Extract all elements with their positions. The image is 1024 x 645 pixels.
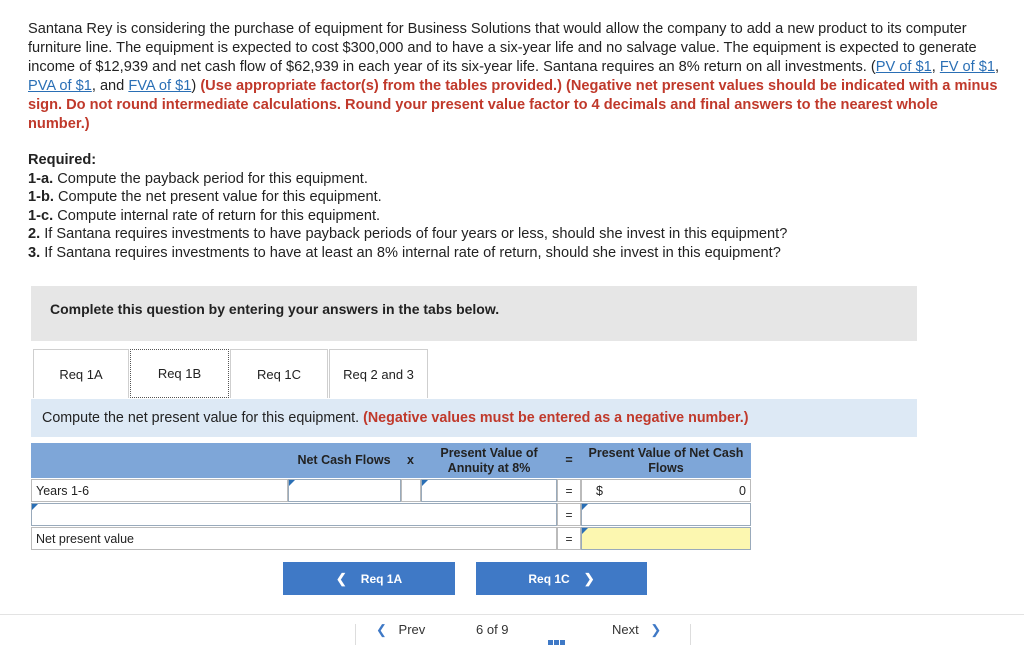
header-multiply: x — [400, 443, 421, 478]
header-pv-net-cash-flows: Present Value of Net Cash Flows — [581, 443, 751, 478]
page-indicator: 6 of 9 — [476, 622, 509, 637]
fva-of-1-link[interactable]: FVA of $1 — [128, 78, 192, 94]
pv-of-1-link[interactable]: PV of $1 — [875, 59, 932, 75]
chevron-left-icon: ❮ — [335, 570, 347, 586]
required-item: 1-c. Compute internal rate of return for this equipment. — [28, 207, 381, 224]
next-req-button[interactable]: Req 1C ❯ — [476, 562, 647, 595]
problem-text: Santana Rey is considering the purchase of equipment for Business Solutions that would allow the company to add a new product to its computer furniture line. The equipment is expected to cost $300,000 and to have a six-year life and no salvage value. The equipment is expected to generate income of $12,939 and net cash flow of $62,939 in each year of its six-year life. Santana requires an 8% return on all investments. ( — [28, 21, 977, 75]
prev-req-button[interactable]: ❮ Req 1A — [283, 562, 455, 595]
chevron-right-icon: ❯ — [650, 622, 662, 637]
dollar-sign: $ — [596, 484, 603, 498]
row-2-value-input[interactable] — [581, 503, 751, 526]
pv-annuity-factor-input[interactable] — [421, 479, 557, 502]
tab-req-1b[interactable]: Req 1B — [130, 349, 229, 398]
panel-prompt: Compute the net present value for this equipment. — [42, 410, 360, 426]
grid-icon[interactable] — [548, 633, 565, 645]
footer-divider — [0, 614, 1024, 615]
panel-prompt-red: (Negative values must be entered as a negative number.) — [363, 410, 749, 426]
tab-req-1a[interactable]: Req 1A — [33, 349, 129, 398]
net-cash-flows-input[interactable] — [288, 479, 401, 502]
header-blank — [31, 443, 288, 478]
equals-sign: = — [557, 479, 581, 502]
header-pv-annuity: Present Value of Annuity at 8% — [421, 443, 557, 478]
required-list — [28, 151, 787, 263]
fv-of-1-link[interactable]: FV of $1 — [939, 59, 995, 75]
tab-req-2-and-3[interactable]: Req 2 and 3 — [329, 349, 428, 398]
footer-prev-button[interactable]: ❮ Prev — [376, 622, 426, 637]
instruction-bar — [31, 286, 917, 341]
net-present-value-input[interactable] — [581, 527, 751, 550]
equals-sign: = — [557, 503, 581, 526]
panel-prompt-bar — [31, 399, 917, 437]
pva-of-1-link[interactable]: PVA of $1 — [28, 78, 92, 94]
chevron-left-icon: ❮ — [376, 622, 387, 637]
chevron-right-icon: ❯ — [583, 570, 595, 586]
pv-value: 0 — [739, 484, 746, 498]
footer-next-button[interactable]: Next ❯ — [612, 622, 662, 637]
instruction-text: Complete this question by entering your answers in the tabs below. — [50, 301, 500, 317]
required-item: 2. If Santana requires investments to have payback periods of four years or less, should she invest in this equipment? — [28, 226, 788, 243]
equals-sign: = — [557, 527, 581, 550]
row-label-net-present-value: Net present value — [31, 527, 557, 550]
multiply-cell — [401, 479, 421, 502]
footer-sep — [355, 624, 356, 645]
required-item: 1-b. Compute the net present value for this equipment. — [28, 189, 382, 206]
problem-statement: Santana Rey is considering the purchase of equipment for Business Solutions that would allow the company to add a new product to its computer furniture line. The equipment is expected to cost $300,000 and to have a six-year life and no salvage value. The equipment is expected to generate income of $12,939 and net cash flow of $62,939 in each year of its six-year life. Santana requires an 8% return on all investments. (PV of $1, FV of $1, PVA of $1, and FVA of $1) (Use appropriate factor(s) from the tables provided.) (Negative net present values should be indicated with a minus sign. Do not round intermediate calculations. Round your present value factor to 4 decimals and final answers to the nearest whole number.) — [28, 21, 1000, 132]
pv-net-cash-flows-output — [581, 479, 751, 502]
tab-req-1c[interactable]: Req 1C — [230, 349, 328, 398]
npv-table — [31, 443, 751, 550]
header-net-cash-flows: Net Cash Flows — [288, 443, 400, 478]
problem-instructions-red: (Use appropriate factor(s) from the tables provided.) (Negative net present values should be indicated with a minus sign. Do not round intermediate calculations. Round your present value factor to 4 decimals and final answers to the nearest whole number.) — [28, 78, 998, 132]
row-label-years-1-6: Years 1-6 — [31, 479, 288, 502]
required-item: 3. If Santana requires investments to have at least an 8% internal rate of return, should she invest in this equipment? — [28, 244, 781, 261]
required-title: Required: — [28, 152, 97, 168]
footer-sep — [690, 624, 691, 645]
tab-list — [33, 349, 429, 398]
header-equals: = — [557, 443, 581, 478]
required-item: 1-a. Compute the payback period for this equipment. — [28, 170, 368, 187]
row-2-label-input[interactable] — [31, 503, 557, 526]
